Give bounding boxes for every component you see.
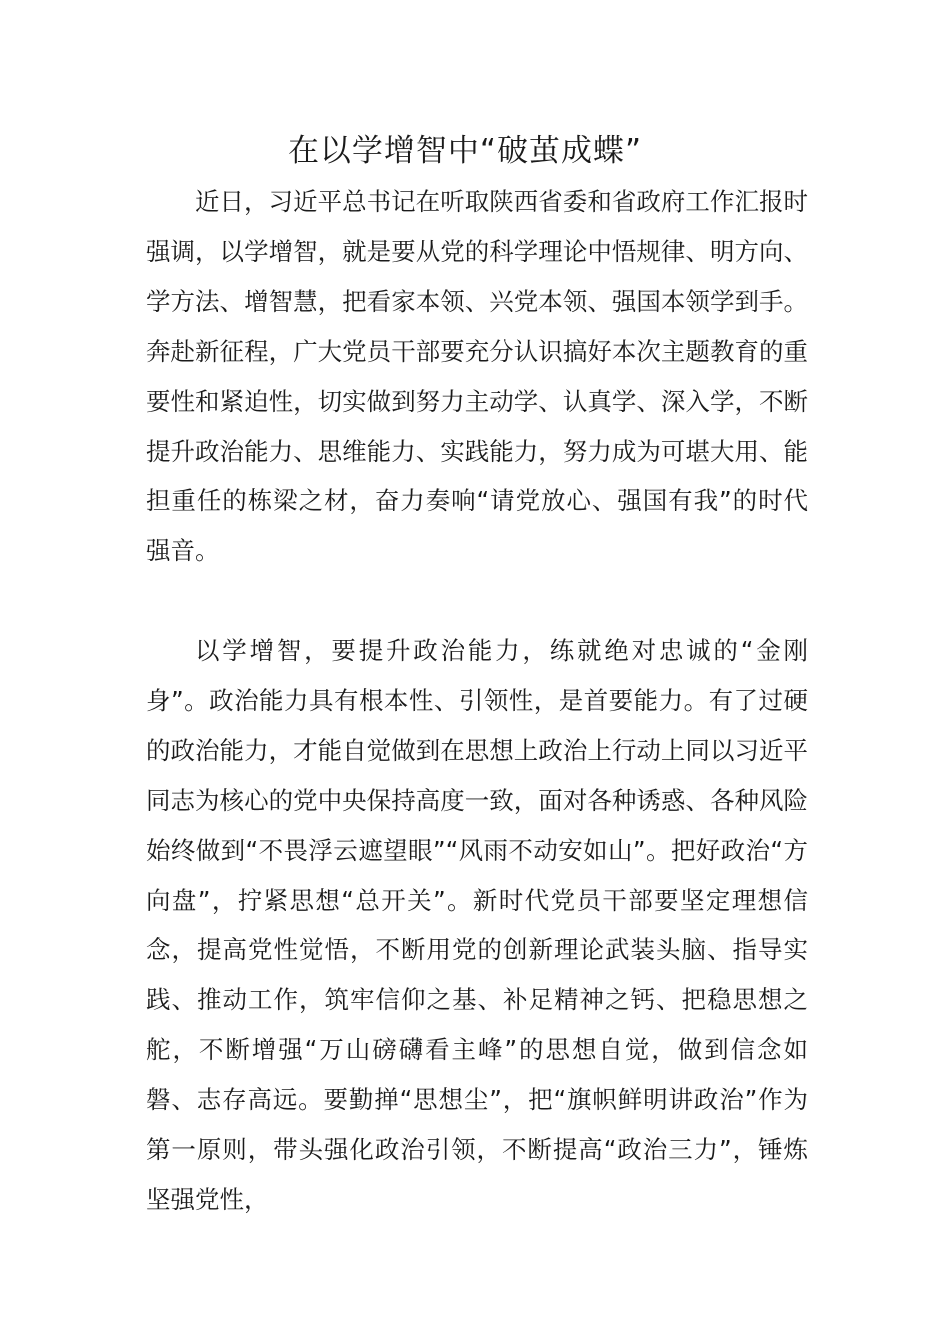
document-title: 在以学增智中“破茧成蝶” <box>287 133 643 169</box>
paragraph-intro: 近日，习近平总书记在听取陕西省委和省政府工作汇报时强调，以学增智，就是要从党的科学理论中悟规律、明方向、学方法、增智慧，把看家本领、兴党本领、强国本领学到手。奔赴新征程，广大党员干部要充分认识搞好本次主题教育的重要性和紧迫性，切实做到努力主动学、认真学、深入学，不断提升政治能力、思维能力、实践能力，努力成为可堪大用、能担重任的栋梁之材，奋力奏响“请党放心、强国有我”的时代强音。 <box>146 187 808 566</box>
paragraph-political-ability: 以学增智，要提升政治能力，练就绝对忠诚的“金刚身”。政治能力具有根本性、引领性，是首要能力。有了过硬的政治能力，才能自觉做到在思想上政治上行动上同以习近平同志为核心的党中央保持高度一致，面对各种诱惑、各种风险始终做到“不畏浮云遮望眼”“风雨不动安如山”。把好政治“方向盘”，拧紧思想“总开关”。新时代党员干部要坚定理想信念，提高党性觉悟，不断用党的创新理论武装头脑、指导实践、推动工作，筑牢信仰之基、补足精神之钙、把稳思想之舵，不断增强“万山磅礴看主峰”的思想自觉，做到信念如磐、志存高远。要勤掸“思想尘”，把“旗帜鲜明讲政治”作为第一原则，带头强化政治引领，不断提高“政治三力”，锤炼坚强党性， <box>146 636 808 1214</box>
